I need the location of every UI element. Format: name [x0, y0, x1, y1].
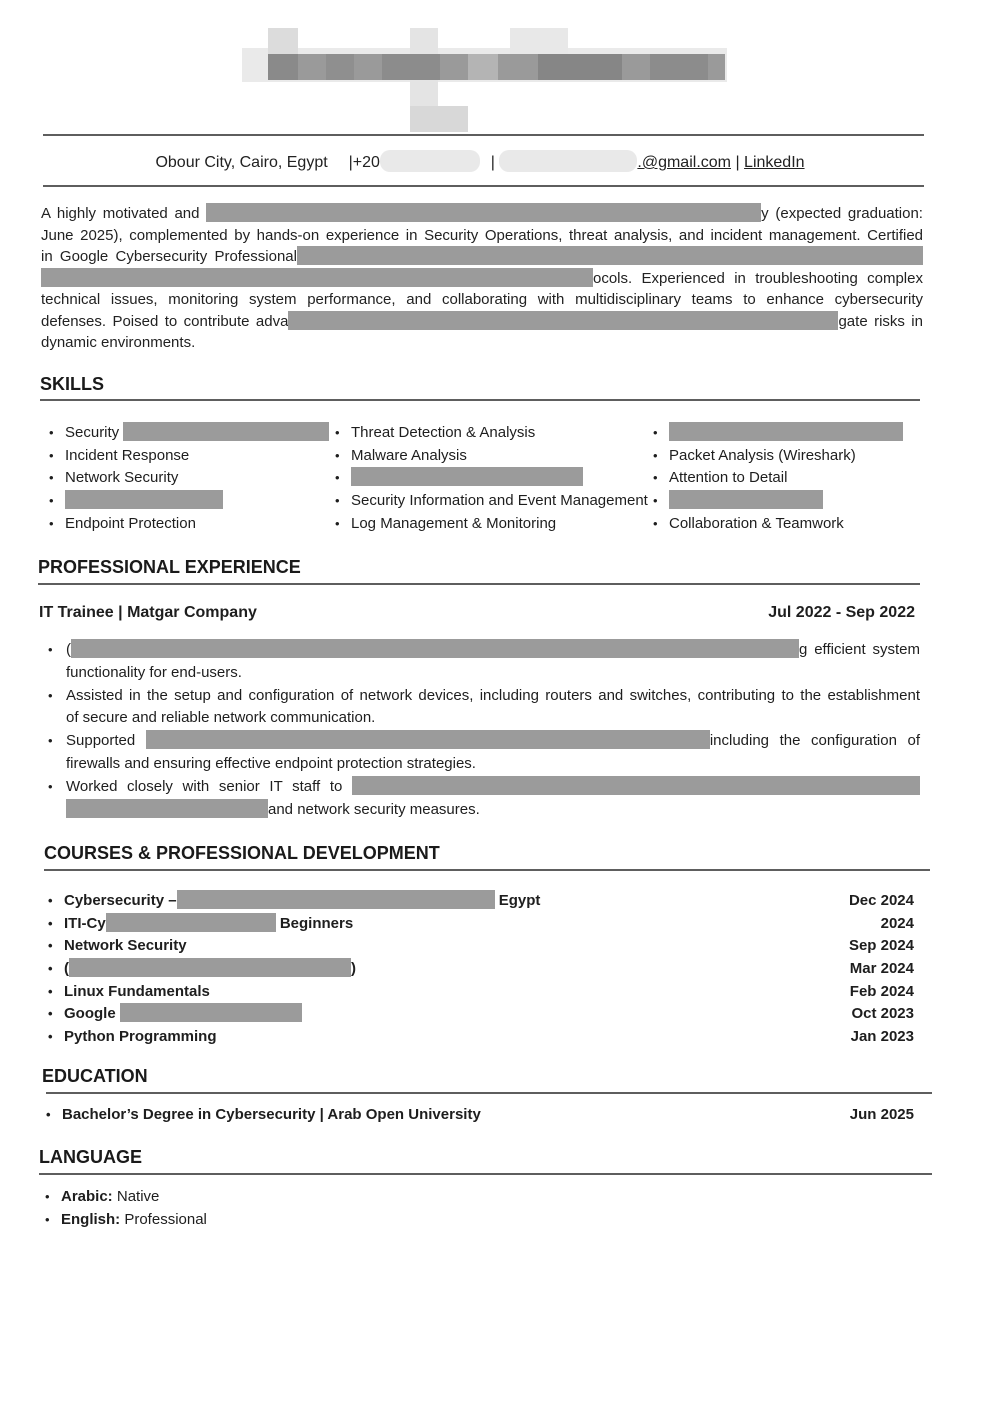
text-segment: including the configuration of	[709, 732, 921, 750]
skills-column-1	[49, 422, 329, 535]
skill-label: Security Information and Event Management	[351, 492, 648, 510]
text-line	[66, 799, 920, 822]
job-bullets	[48, 639, 920, 821]
bullet-icon: •	[335, 493, 340, 509]
degree-text: Bachelor’s Degree in Cybersecurity | Arab Open University	[62, 1106, 481, 1123]
redacted-text	[123, 422, 329, 441]
skill-item	[49, 467, 329, 490]
bullet-icon: •	[48, 938, 53, 954]
text-segment: functionality for end-users.	[66, 663, 242, 681]
skill-label: Attention to Detail	[669, 469, 788, 487]
language-level: Professional	[120, 1210, 207, 1228]
bullet-icon: •	[335, 447, 340, 463]
bullet-icon: •	[653, 447, 658, 463]
education-list	[46, 1104, 914, 1127]
course-item	[48, 1026, 914, 1049]
language-item	[45, 1209, 207, 1232]
text-segment: dynamic environments.	[41, 334, 196, 351]
text-line	[66, 753, 920, 776]
course-name-suffix: Egypt	[494, 892, 541, 909]
skill-label: Incident Response	[65, 446, 190, 464]
course-name-suffix: Beginners	[275, 914, 354, 932]
redacted-text	[66, 799, 268, 818]
email-redacted	[499, 150, 637, 172]
language-level: Native	[112, 1188, 160, 1205]
bullet-icon: •	[49, 447, 54, 463]
redacted-text	[297, 246, 923, 265]
skill-label: Security	[65, 424, 120, 441]
skill-item	[335, 490, 648, 513]
text-segment: in Google Cybersecurity Professional	[41, 248, 297, 265]
phone-redacted	[380, 150, 480, 172]
course-name: Linux Fundamentals	[64, 982, 210, 1000]
text-segment: y (expected graduation:	[761, 205, 923, 222]
language-name: Arabic:	[61, 1188, 113, 1205]
text-segment: ocols. Experienced in troubleshooting complex	[593, 269, 923, 287]
bullet-icon: •	[653, 425, 658, 440]
section-title-skills: SKILLS	[40, 374, 105, 394]
skill-item	[653, 422, 903, 445]
course-item	[48, 935, 914, 958]
course-date: Jan 2023	[850, 1028, 914, 1046]
course-name: Network Security	[64, 937, 187, 955]
graduation-date: Jun 2025	[849, 1106, 914, 1123]
header-bottom-rule	[43, 185, 924, 187]
experience-bullet	[48, 730, 920, 776]
bullet-icon: •	[49, 470, 54, 486]
course-title	[48, 913, 353, 936]
course-title	[48, 1003, 302, 1026]
text-line	[66, 685, 920, 708]
course-title	[48, 1026, 217, 1049]
text-segment: of secure and reliable network communication.	[66, 709, 376, 727]
separator: |	[735, 154, 740, 171]
experience-bullet	[48, 776, 920, 822]
course-title	[48, 981, 210, 1004]
redacted-text	[65, 490, 223, 509]
skill-label: Endpoint Protection	[65, 514, 196, 532]
section-title-experience: PROFESSIONAL EXPERIENCE	[38, 557, 301, 577]
text-segment: gate risks in	[838, 312, 923, 330]
experience-bullet	[48, 685, 920, 731]
course-item	[48, 981, 914, 1004]
header-top-rule	[43, 134, 924, 136]
text-line	[41, 246, 923, 268]
skill-item	[49, 445, 329, 468]
course-name: Cybersecurity –	[64, 892, 177, 909]
text-line	[41, 289, 923, 311]
email-link[interactable]: .@gmail.com	[637, 154, 731, 171]
separator: |	[490, 154, 495, 171]
bullet-icon: •	[49, 515, 54, 531]
text-line	[66, 662, 920, 685]
text-line	[66, 639, 920, 662]
experience-bullet	[48, 639, 920, 685]
course-item	[48, 890, 914, 913]
skill-item	[49, 422, 329, 445]
course-date: Sep 2024	[848, 937, 914, 955]
skill-label: Threat Detection & Analysis	[351, 424, 536, 441]
text-line	[41, 311, 923, 333]
courses-rule	[44, 869, 930, 871]
text-segment: g efficient system	[799, 641, 920, 658]
text-line	[66, 707, 920, 730]
text-line	[41, 203, 923, 225]
bullet-icon: •	[653, 515, 658, 531]
text-line	[66, 730, 920, 753]
course-name: (	[64, 960, 69, 978]
course-name-suffix: )	[351, 960, 356, 978]
redacted-text	[41, 268, 593, 287]
bullet-icon: •	[45, 1211, 50, 1227]
contact-line	[0, 150, 960, 172]
text-segment: (	[66, 641, 71, 658]
experience-rule	[38, 583, 920, 585]
text-segment: Worked closely with senior IT staff to	[66, 777, 352, 795]
bullet-icon: •	[653, 470, 658, 486]
skill-item	[653, 445, 903, 468]
course-name: ITI-Cy	[64, 914, 106, 932]
courses-list	[48, 890, 914, 1049]
redacted-text	[669, 422, 903, 441]
course-name: Python Programming	[64, 1028, 217, 1046]
section-title-education: EDUCATION	[42, 1066, 148, 1086]
linkedin-link[interactable]: LinkedIn	[744, 154, 805, 171]
course-title	[48, 890, 540, 913]
course-date: Feb 2024	[849, 982, 914, 1000]
skill-item	[49, 490, 329, 513]
redacted-text	[206, 203, 761, 222]
course-name: Google	[64, 1005, 120, 1023]
redacted-text	[177, 890, 495, 909]
skill-label: Collaboration & Teamwork	[669, 514, 844, 532]
skills-column-3	[653, 422, 903, 535]
redacted-text	[71, 639, 799, 658]
bullet-icon: •	[335, 470, 340, 486]
bullet-icon: •	[48, 1029, 53, 1045]
skill-item	[653, 467, 903, 490]
professional-summary	[41, 203, 923, 354]
course-title	[48, 958, 356, 981]
redacted-text	[69, 958, 351, 977]
text-line	[41, 332, 923, 354]
skills-rule	[40, 399, 920, 401]
job-title-company: IT Trainee | Matgar Company	[39, 604, 257, 621]
skill-item	[653, 513, 903, 536]
course-title	[48, 935, 187, 958]
skill-label: Packet Analysis (Wireshark)	[669, 446, 856, 464]
bullet-icon: •	[48, 893, 53, 908]
bullet-icon: •	[335, 515, 340, 531]
course-date: Mar 2024	[849, 960, 914, 978]
skill-label: Log Management & Monitoring	[351, 514, 557, 532]
text-segment: defenses. Poised to contribute adva	[41, 312, 289, 330]
course-item	[48, 913, 914, 936]
bullet-icon: •	[49, 425, 54, 440]
bullet-icon: •	[48, 733, 53, 749]
text-segment: firewalls and ensuring effective endpoint protection strategies.	[66, 754, 476, 772]
course-date: 2024	[880, 914, 914, 932]
text-line	[41, 268, 923, 290]
text-segment: technical issues, monitoring system performance, and collaborating with multidisciplinary teams to enhance cybersecurity	[41, 291, 923, 308]
bullet-icon: •	[48, 961, 53, 977]
bullet-icon: •	[48, 983, 53, 999]
bullet-icon: •	[46, 1107, 51, 1122]
job-dates: Jul 2022 - Sep 2022	[768, 604, 915, 621]
bullet-icon: •	[49, 493, 54, 509]
language-list	[45, 1186, 207, 1231]
candidate-name-redacted	[242, 28, 727, 132]
redacted-text	[146, 730, 710, 749]
text-segment: A highly motivated and	[41, 205, 207, 222]
course-item	[48, 1003, 914, 1026]
section-title-courses: COURSES & PROFESSIONAL DEVELOPMENT	[44, 843, 440, 863]
bullet-icon: •	[48, 687, 53, 703]
skill-item	[335, 467, 648, 490]
redacted-text	[120, 1003, 302, 1022]
language-rule	[39, 1173, 932, 1175]
course-item	[48, 958, 914, 981]
redacted-text	[288, 311, 838, 330]
text-line	[66, 776, 920, 799]
redacted-text	[106, 913, 276, 932]
skill-item	[653, 490, 903, 513]
bullet-icon: •	[653, 493, 658, 509]
language-name: English:	[61, 1210, 121, 1228]
skill-item	[49, 513, 329, 536]
bullet-icon: •	[48, 915, 53, 931]
bullet-icon: •	[48, 642, 53, 657]
skill-label: Network Security	[65, 469, 179, 487]
text-segment: June 2025), complemented by hands-on experience in Security Operations, threat analysis, and incident management. Certified	[41, 226, 923, 244]
bullet-icon: •	[335, 425, 340, 440]
redacted-text	[351, 467, 583, 486]
bullet-icon: •	[48, 778, 53, 794]
skills-column-2	[335, 422, 648, 535]
bullet-icon: •	[48, 1006, 53, 1022]
text-segment: Supported	[66, 732, 146, 750]
education-item	[46, 1104, 914, 1127]
language-item	[45, 1186, 207, 1209]
course-date: Oct 2023	[851, 1005, 914, 1023]
education-rule	[46, 1092, 932, 1094]
redacted-text	[352, 776, 920, 795]
text-segment: Assisted in the setup and configuration of network devices, including routers and switches, contributing to the establishment	[66, 686, 920, 704]
location-text: Obour City, Cairo, Egypt	[155, 154, 328, 171]
text-line	[41, 225, 923, 247]
bullet-icon: •	[45, 1189, 50, 1204]
skill-item	[335, 445, 648, 468]
skill-item	[335, 513, 648, 536]
course-date: Dec 2024	[848, 892, 914, 909]
redacted-text	[669, 490, 823, 509]
skill-item	[335, 422, 648, 445]
text-segment: and network security measures.	[268, 800, 480, 818]
phone-prefix: |+20	[348, 154, 380, 171]
section-title-language: LANGUAGE	[39, 1147, 142, 1167]
skill-label: Malware Analysis	[351, 446, 467, 464]
